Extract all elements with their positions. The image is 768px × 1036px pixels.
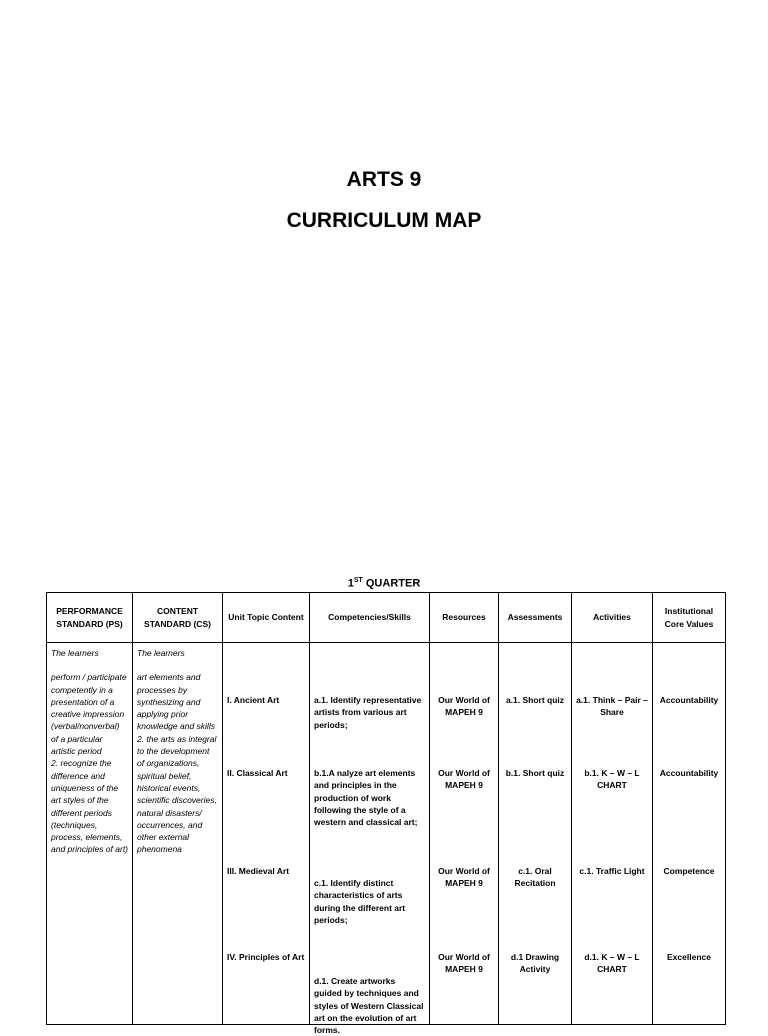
performance-intro: The learners xyxy=(51,648,99,658)
assessment-item: a.1. Short quiz xyxy=(505,695,565,705)
col-header-core-values: Institutional Core Values xyxy=(653,593,726,643)
quarter-label: QUARTER xyxy=(362,577,421,590)
content-intro: The learners xyxy=(137,648,185,658)
col-header-activities: Activities xyxy=(572,593,653,643)
document-subtitle: CURRICULUM MAP xyxy=(286,209,482,232)
content-text-2: 2. the arts as integral to the development of organizations, spiritual belief, historical events, scientific discoveries, natural disasters/ occurrences, and other external phenomena xyxy=(137,733,217,855)
activity-item: c.1. Traffic Light xyxy=(579,866,645,876)
competencies-cell xyxy=(310,643,430,1036)
resource-item: Our World of MAPEH 9 xyxy=(438,695,490,718)
table-header-row xyxy=(47,593,726,643)
col-header-competencies: Competencies/Skills xyxy=(310,593,430,643)
core-value-item: Competence xyxy=(663,866,715,876)
assessment-item: c.1. Oral Recitation xyxy=(514,866,556,889)
performance-text-2: 2. recognize the difference and uniqueness of the art styles of the different periods (techniques, process, elements, and principles of art) xyxy=(51,758,129,855)
activity-item: a.1. Think – Pair – Share xyxy=(576,695,648,718)
resource-item: Our World of MAPEH 9 xyxy=(438,768,490,791)
unit-item: IV. Principles of Art xyxy=(227,952,305,962)
col-header-performance: PERFORMANCE STANDARD (PS) xyxy=(47,593,133,643)
document-title: ARTS 9 xyxy=(346,168,422,191)
content-text-1: art elements and processes by synthesizing and applying prior knowledge and skills xyxy=(137,672,215,732)
resources-cell xyxy=(430,643,499,1025)
assessments-cell xyxy=(499,643,572,1025)
activities-cell xyxy=(572,643,653,1025)
col-header-content: CONTENT STANDARD (CS) xyxy=(133,593,223,643)
core-value-item: Accountability xyxy=(659,768,719,778)
quarter-number: 1 xyxy=(347,577,354,590)
competency-item: c.1. Identify distinct characteristics of arts during the different art periods; xyxy=(314,878,406,925)
competency-item: a.1. Identify representative artists from various art periods; xyxy=(314,695,422,730)
assessment-item: b.1. Short quiz xyxy=(505,768,565,778)
quarter-heading xyxy=(0,577,768,590)
unit-item: I. Ancient Art xyxy=(227,695,280,705)
resource-item: Our World of MAPEH 9 xyxy=(438,952,490,975)
competency-item: b.1.A nalyze art elements and principles in the production of work following the style of a western and classical art; xyxy=(314,768,418,828)
activity-item: d.1. K – W – L CHART xyxy=(584,952,640,975)
performance-text-1: perform / participate competently in a presentation of a creative impression (verbal/nonverbal) of a particular artistic period xyxy=(51,672,127,757)
competency-item: d.1. Create artworks guided by techniques and styles of Western Classical art on the evolution of art forms. xyxy=(314,976,424,1036)
table-row xyxy=(47,643,726,1025)
curriculum-table xyxy=(46,592,726,1036)
col-header-unit: Unit Topic Content xyxy=(223,593,310,643)
resource-item: Our World of MAPEH 9 xyxy=(438,866,490,889)
col-header-assessments: Assessments xyxy=(499,593,572,643)
quarter-ordinal: ST xyxy=(353,577,363,584)
core-values-cell xyxy=(653,643,726,1025)
unit-cell xyxy=(223,643,310,1025)
col-header-resources: Resources xyxy=(430,593,499,643)
core-value-item: Accountability xyxy=(659,695,719,705)
unit-item: II. Classical Art xyxy=(227,768,288,778)
activity-item: b.1. K – W – L CHART xyxy=(584,768,640,791)
performance-cell xyxy=(47,643,133,1025)
unit-item: III. Medieval Art xyxy=(227,866,290,876)
core-value-item: Excellence xyxy=(667,952,711,962)
assessment-item: d.1 Drawing Activity xyxy=(510,952,560,975)
content-cell xyxy=(133,643,223,1025)
